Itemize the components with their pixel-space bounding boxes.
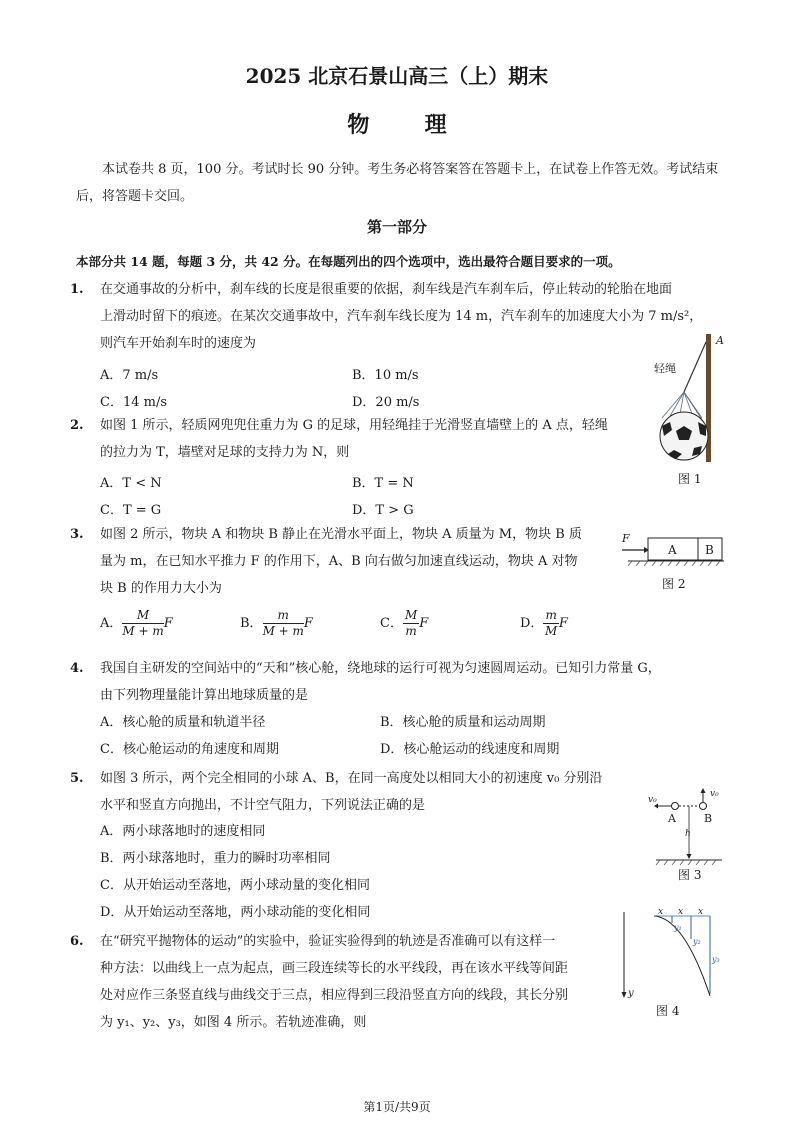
stem-line: 由下列物理量能计算出地球质量的是 — [100, 688, 309, 703]
option-a[interactable]: A．两小球落地时的速度相同 — [100, 824, 266, 839]
section-instructions: 本部分共 14 题，每题 3 分，共 42 分。在每题列出的四个选项中，选出最符合题目要求的一项。 — [76, 254, 621, 269]
rope — [684, 342, 706, 392]
stem-line: 上滑动时留下的痕迹。在某次交通事故中，汽车刹车线长度为 14 m，汽车刹车的加速度大小为 7 m/s²， — [100, 309, 703, 324]
svg-text:y₃: y₃ — [712, 955, 720, 964]
svg-text:x: x — [678, 907, 684, 917]
question-number: 5. — [70, 771, 84, 786]
ball-a — [672, 803, 679, 810]
figure-2-blocks — [618, 530, 726, 574]
option-b[interactable]: B．两小球落地时，重力的瞬时功率相同 — [100, 851, 331, 866]
figure-4-caption: 图 4 — [656, 1004, 680, 1018]
option-d[interactable]: D．核心舱运动的线速度和周期 — [380, 742, 560, 757]
ball-b — [700, 803, 707, 810]
stem-line: 为 y₁、y₂、y₃，如图 4 所示。若轨迹准确，则 — [100, 1015, 367, 1030]
svg-text:v₀: v₀ — [710, 789, 719, 799]
fraction: $\frac{m}{M + m}$ — [262, 608, 304, 638]
figure-1-ball-net — [640, 330, 730, 470]
option-a[interactable]: A． $\frac{M}{M + m}$ F — [100, 608, 173, 638]
figure-3-caption: 图 3 — [678, 868, 702, 882]
subject-char-1: 物 — [347, 112, 370, 138]
fraction: $\frac{M}{m}$ — [404, 608, 418, 638]
question-6-stem — [100, 928, 568, 1036]
option-d[interactable]: D．从开始运动至落地，两小球动能的变化相同 — [100, 905, 371, 920]
figure-2-caption: 图 2 — [662, 577, 686, 591]
stem-line: 在交通事故的分析中，刹车线的长度是很重要的依据，刹车线是汽车刹车后，停止转动的轮胎在地面 — [100, 282, 673, 297]
stem-line: 种方法：以曲线上一点为起点，画三段连续等长的水平线段，再在该水平线等间距 — [100, 961, 569, 976]
fraction: $\frac{M}{M + m}$ — [122, 608, 164, 638]
question-number: 4. — [70, 661, 84, 676]
option-d[interactable]: D．T > G — [352, 503, 414, 518]
option-c[interactable]: C． $\frac{M}{m}$ F — [380, 608, 429, 638]
trajectory-curve — [654, 916, 710, 996]
option-d[interactable]: D．20 m/s — [352, 395, 420, 410]
force-label: F — [622, 532, 630, 545]
svg-text:B: B — [704, 812, 713, 825]
option-b[interactable]: B．核心舱的质量和运动周期 — [380, 715, 546, 730]
svg-text:y₂: y₂ — [693, 937, 701, 946]
svg-text:y₁: y₁ — [674, 923, 682, 932]
stem-line: 如图 3 所示，两个完全相同的小球 A、B，在同一高度处以相同大小的初速度 v₀ 分别沿 — [100, 771, 603, 786]
svg-text:B: B — [705, 543, 714, 557]
rope-label: 轻绳 — [654, 362, 676, 375]
page-footer: 第1页/共9页 — [363, 1100, 431, 1114]
svg-text:A: A — [668, 812, 676, 825]
point-a-label: A — [716, 334, 724, 347]
stem-line: 则汽车开始刹车时的速度为 — [100, 336, 257, 351]
stem-line: 块 B 的作用力大小为 — [100, 581, 222, 596]
subject-char-2: 理 — [424, 112, 447, 138]
option-b[interactable]: B．T = N — [352, 476, 414, 491]
option-c[interactable]: C．核心舱运动的角速度和周期 — [100, 742, 279, 757]
section-title: 第一部分 — [366, 218, 427, 236]
svg-text:v₀: v₀ — [648, 795, 657, 805]
question-3-stem — [100, 521, 582, 602]
question-1-stem — [100, 276, 702, 357]
stem-line: 如图 2 所示，物块 A 和物块 B 静止在光滑水平面上，物块 A 质量为 M，物块 B 质 — [100, 527, 582, 542]
subject-title — [0, 108, 794, 139]
figure-1-caption: 图 1 — [678, 472, 702, 486]
option-b[interactable]: B．10 m/s — [352, 368, 419, 383]
question-2-stem — [100, 412, 608, 466]
svg-text:x: x — [698, 907, 704, 917]
stem-line: 如图 1 所示，轻质网兜兜住重力为 G 的足球，用轻绳挂于光滑竖直墙壁上的 A 点，轻绳 — [100, 418, 608, 433]
fraction: $\frac{m}{M}$ — [544, 608, 558, 638]
option-a[interactable]: A．T < N — [100, 476, 162, 491]
svg-text:A: A — [668, 543, 677, 557]
figure-3-two-balls — [644, 786, 726, 866]
exam-title: 2025 北京石景山高三（上）期末 — [245, 64, 549, 88]
stem-line: 水平和竖直方向抛出，不计空气阻力，下列说法正确的是 — [100, 798, 426, 813]
svg-text:y: y — [628, 988, 634, 999]
stem-line: 在“研究平抛物体的运动”的实验中，验证实验得到的轨迹是否准确可以有这样一 — [100, 934, 556, 949]
stem-line: 我国自主研发的空间站中的“天和”核心舱，绕地球的运行可视为匀速圆周运动。已知引力常量 G， — [100, 661, 661, 676]
option-d[interactable]: D． $\frac{m}{M}$ F — [520, 608, 568, 638]
question-number: 1. — [70, 282, 84, 297]
svg-text:x: x — [658, 907, 664, 917]
stem-line: 量为 m，在已知水平推力 F 的作用下，A、B 向右做匀加速直线运动，物块 A 对物 — [100, 554, 578, 569]
option-c[interactable]: C．从开始运动至落地，两小球动量的变化相同 — [100, 878, 370, 893]
question-number: 6. — [70, 934, 84, 949]
option-a[interactable]: A．7 m/s — [100, 368, 159, 383]
question-5-stem — [100, 765, 602, 819]
stem-line: 处对应作三条竖直线与曲线交于三点，相应得到三段沿竖直方向的线段，其长分别 — [100, 988, 569, 1003]
option-b[interactable]: B． $\frac{m}{M + m}$ F — [240, 608, 313, 638]
question-4-stem — [100, 655, 661, 709]
question-number: 2. — [70, 418, 84, 433]
figure-4-trajectory — [614, 906, 726, 1006]
option-c[interactable]: C．14 m/s — [100, 395, 167, 410]
svg-text:h: h — [685, 829, 691, 839]
option-c[interactable]: C．T = G — [100, 503, 162, 518]
exam-intro: 本试卷共 8 页，100 分。考试时长 90 分钟。考生务必将答案答在答题卡上，在试卷上作答无效。考试结束后，将答题卡交回。 — [76, 162, 719, 204]
stem-line: 的拉力为 T，墙壁对足球的支持力为 N，则 — [100, 445, 350, 460]
question-number: 3. — [70, 527, 84, 542]
option-a[interactable]: A．核心舱的质量和轨道半径 — [100, 715, 266, 730]
